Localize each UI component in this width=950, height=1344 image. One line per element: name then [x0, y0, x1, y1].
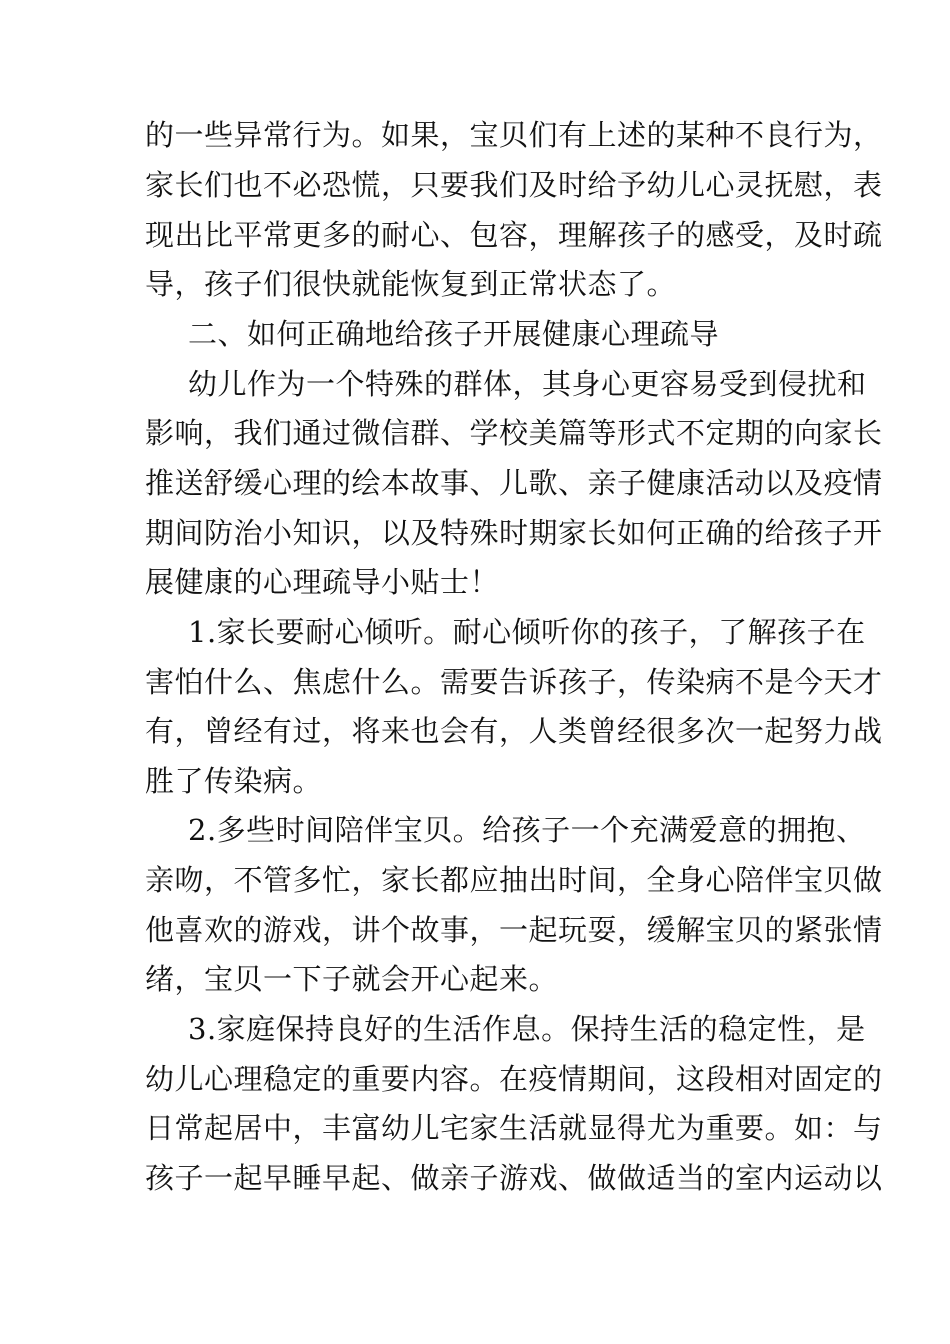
paragraph-line: 害怕什么、焦虑什么。需要告诉孩子，传染病不是今天才 — [145, 665, 883, 699]
paragraph-line: 现出比平常更多的耐心、包容，理解孩子的感受，及时疏 — [145, 218, 883, 252]
paragraph-line: 家长们也不必恐慌，只要我们及时给予幼儿心灵抚慰，表 — [145, 168, 883, 202]
paragraph-line: 幼儿心理稳定的重要内容。在疫情期间，这段相对固定的 — [145, 1062, 883, 1096]
paragraph-line: 孩子一起早睡早起、做亲子游戏、做做适当的室内运动以 — [145, 1161, 883, 1195]
paragraph-line: 导，孩子们很快就能恢复到正常状态了。 — [145, 267, 677, 301]
list-item-line: 2.多些时间陪伴宝贝。给孩子一个充满爱意的拥抱、 — [188, 813, 866, 847]
paragraph-line: 绪，宝贝一下子就会开心起来。 — [145, 962, 559, 996]
list-item-line: 3.家庭保持良好的生活作息。保持生活的稳定性，是 — [188, 1012, 866, 1046]
paragraph-line: 胜了传染病。 — [145, 764, 323, 798]
paragraph-line: 幼儿作为一个特殊的群体，其身心更容易受到侵扰和 — [188, 367, 867, 401]
paragraph-line: 期间防治小知识，以及特殊时期家长如何正确的给孩子开 — [145, 516, 883, 550]
list-item-line: 1.家长要耐心倾听。耐心倾听你的孩子，了解孩子在 — [188, 615, 866, 649]
section-heading: 二、如何正确地给孩子开展健康心理疏导 — [188, 317, 720, 351]
paragraph-line: 影响，我们通过微信群、学校美篇等形式不定期的向家长 — [145, 416, 883, 450]
paragraph-line: 他喜欢的游戏，讲个故事，一起玩耍，缓解宝贝的紧张情 — [145, 913, 883, 947]
paragraph-line: 展健康的心理疏导小贴士！ — [145, 565, 500, 599]
paragraph-line: 的一些异常行为。如果，宝贝们有上述的某种不良行为， — [145, 118, 883, 152]
paragraph-line: 亲吻，不管多忙，家长都应抽出时间，全身心陪伴宝贝做 — [145, 863, 883, 897]
paragraph-line: 推送舒缓心理的绘本故事、儿歌、亲子健康活动以及疫情 — [145, 466, 883, 500]
paragraph-line: 有，曾经有过，将来也会有，人类曾经很多次一起努力战 — [145, 714, 883, 748]
paragraph-line: 日常起居中，丰富幼儿宅家生活就显得尤为重要。如：与 — [145, 1111, 883, 1145]
